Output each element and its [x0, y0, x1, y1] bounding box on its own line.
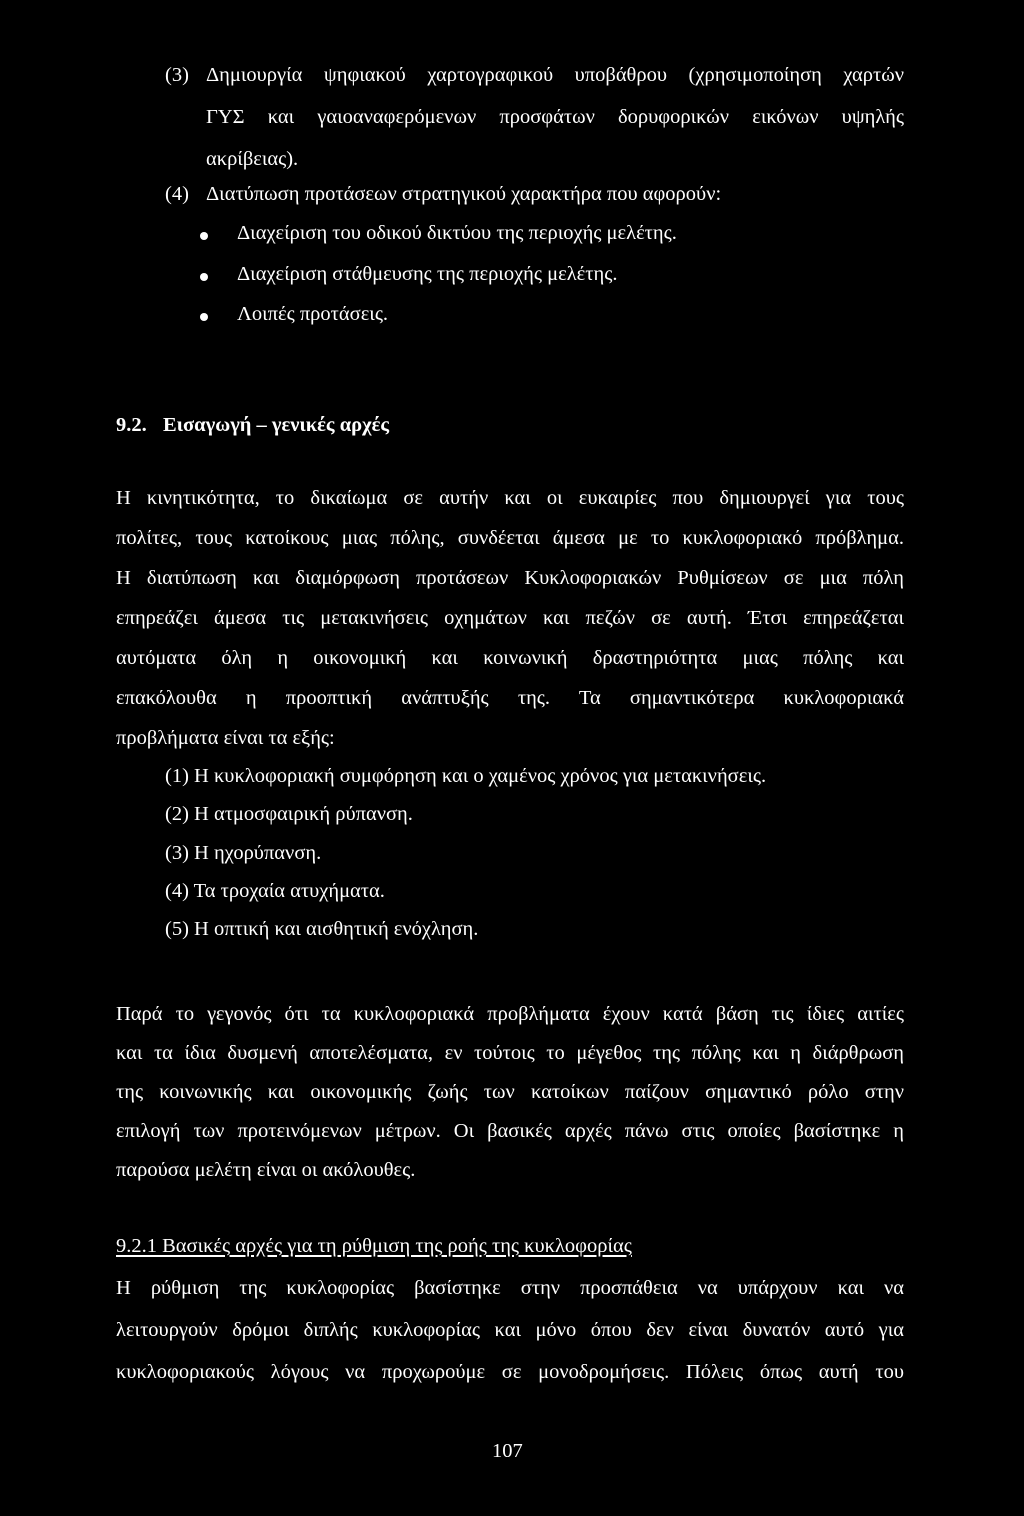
- paragraph2-line: επιλογή των προτεινόμενων μέτρων. Οι βασικές αρχές πάνω στις οποίες βασίστηκε η: [116, 1120, 904, 1142]
- paragraph1-line: Η διατύπωση και διαμόρφωση προτάσεων Κυκλοφοριακών Ρυθμίσεων σε μια πόλη: [116, 567, 904, 589]
- subsection-title: 9.2.1 Βασικές αρχές για τη ρύθμιση της ροής της κυκλοφορίας: [116, 1235, 632, 1257]
- paragraph2-line: Παρά το γεγονός ότι τα κυκλοφοριακά προβλήματα έχουν κατά βάση τις ίδιες αιτίες: [116, 1003, 904, 1025]
- paragraph3-line: λειτουργούν δρόμοι διπλής κυκλοφορίας και μόνο όπου δεν είναι δυνατόν αυτό για: [116, 1319, 904, 1341]
- bullet-dot-icon: [200, 273, 208, 281]
- item3-line1: Δημιουργία ψηφιακού χαρτογραφικού υποβάθρου (χρησιμοποίηση χαρτών: [206, 64, 904, 86]
- item4-number: (4): [165, 183, 189, 205]
- section-title: Εισαγωγή – γενικές αρχές: [163, 414, 389, 436]
- paragraph1-line: πολίτες, τους κατοίκους μιας πόλης, συνδέεται άμεσα με το κυκλοφοριακό πρόβλημα.: [116, 527, 904, 549]
- paragraph3-line: κυκλοφοριακούς λόγους να προχωρούμε σε μονοδρομήσεις. Πόλεις όπως αυτή του: [116, 1361, 904, 1383]
- bullet-dot-icon: [200, 232, 208, 240]
- paragraph2-line: παρούσα μελέτη είναι οι ακόλουθες.: [116, 1159, 416, 1181]
- bullet-dot-icon: [200, 313, 208, 321]
- section-number: 9.2.: [116, 414, 147, 436]
- paragraph2-line: της κοινωνικής και οικονομικής ζωής των κατοίκων παίζουν σημαντικό ρόλο στην: [116, 1081, 904, 1103]
- item3-number: (3): [165, 64, 189, 86]
- page-number: 107: [492, 1440, 523, 1462]
- paragraph2-line: και τα ίδια δυσμενή αποτελέσματα, εν τούτοις το μέγεθος της πόλης και η διάρθρωση: [116, 1042, 904, 1064]
- bullet-item: Διαχείριση στάθμευσης της περιοχής μελέτης.: [237, 263, 618, 285]
- problem-item: (5) Η οπτική και αισθητική ενόχληση.: [165, 918, 479, 940]
- problem-item: (2) Η ατμοσφαιρική ρύπανση.: [165, 803, 413, 825]
- problem-item: (4) Τα τροχαία ατυχήματα.: [165, 880, 385, 902]
- problem-item: (1) Η κυκλοφοριακή συμφόρηση και ο χαμένος χρόνος για μετακινήσεις.: [165, 765, 767, 787]
- paragraph1-line: αυτόματα όλη η οικονομική και κοινωνική δραστηριότητα μιας πόλης και: [116, 647, 904, 669]
- item3-line3: ακρίβειας).: [206, 148, 299, 170]
- problem-item: (3) Η ηχορύπανση.: [165, 842, 322, 864]
- item4-text: Διατύπωση προτάσεων στρατηγικού χαρακτήρα που αφορούν:: [206, 183, 722, 205]
- paragraph1-line: Η κινητικότητα, το δικαίωμα σε αυτήν και οι ευκαιρίες που δημιουργεί για τους: [116, 487, 904, 509]
- item3-line2: ΓΥΣ και γαιοαναφερόμενων προσφάτων δορυφορικών εικόνων υψηλής: [206, 106, 904, 128]
- paragraph1-line: επακόλουθα η προοπτική ανάπτυξής της. Τα σημαντικότερα κυκλοφοριακά: [116, 687, 904, 709]
- paragraph1-line: προβλήματα είναι τα εξής:: [116, 727, 335, 749]
- paragraph3-line: Η ρύθμιση της κυκλοφορίας βασίστηκε στην προσπάθεια να υπάρχουν και να: [116, 1277, 904, 1299]
- bullet-item: Λοιπές προτάσεις.: [237, 303, 389, 325]
- paragraph1-line: επηρεάζει άμεσα τις μετακινήσεις οχημάτων και πεζών σε αυτή. Έτσι επηρεάζεται: [116, 607, 904, 629]
- bullet-item: Διαχείριση του οδικού δικτύου της περιοχής μελέτης.: [237, 222, 677, 244]
